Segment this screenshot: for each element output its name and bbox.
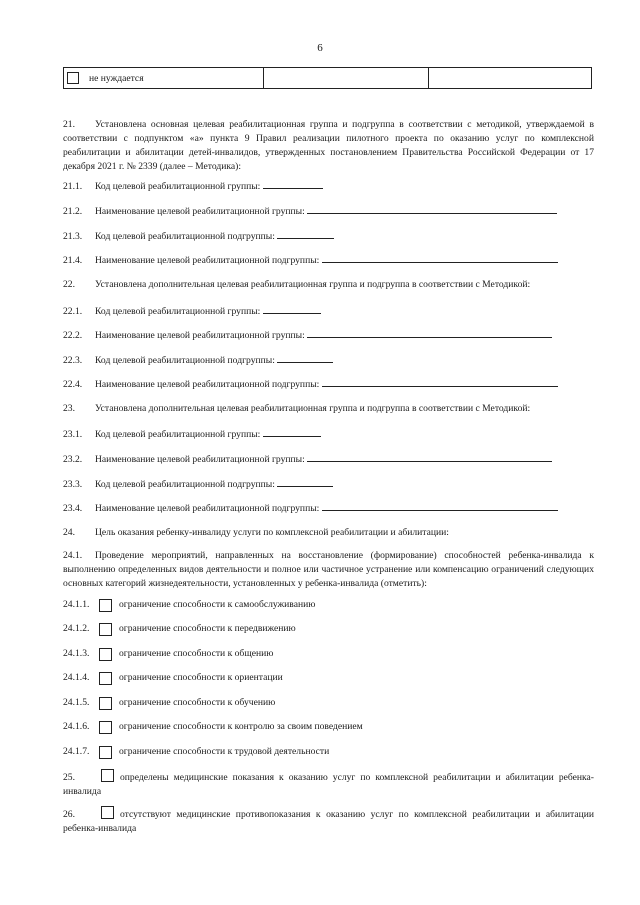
field-22-1 bbox=[63, 304, 321, 319]
orientation-checkbox[interactable] bbox=[99, 672, 112, 685]
field-label: Наименование целевой реабилитационной подгруппы: bbox=[95, 503, 320, 514]
checkbox-row-24-1-3 bbox=[63, 647, 273, 661]
fill-line[interactable] bbox=[307, 204, 557, 214]
item-label: ограничение способности к общению bbox=[119, 648, 274, 659]
fill-line[interactable] bbox=[277, 353, 333, 363]
fill-line[interactable] bbox=[307, 452, 552, 462]
checkbox-row-24-1-1 bbox=[63, 598, 315, 612]
fill-line[interactable] bbox=[277, 477, 333, 487]
section-23-number: 23. bbox=[63, 403, 75, 414]
fill-line[interactable] bbox=[277, 229, 334, 239]
section-24-1-text: Проведение мероприятий, направленных на восстановление (формирование) способностей ребенка-инвалида к выполнению определенных видов деятельности и полное или частичное устранение или компенсацию ограничений следующих основных категорий жизнедеятельности, установленных у ребенка-инвалида (отметить): bbox=[63, 550, 594, 589]
field-23-3 bbox=[63, 477, 333, 492]
field-number: 22.1. bbox=[63, 306, 83, 317]
item-label: ограничение способности к трудовой деятельности bbox=[119, 746, 330, 757]
section-25-text: определены медицинские показания к оказанию услуг по комплексной реабилитации и абилитации ребенка-инвалида bbox=[63, 772, 594, 797]
field-label: Наименование целевой реабилитационной подгруппы: bbox=[95, 379, 320, 390]
item-label: ограничение способности к контролю за своим поведением bbox=[119, 721, 363, 732]
item-number: 24.1.3. bbox=[63, 648, 90, 659]
field-23-2 bbox=[63, 452, 552, 467]
field-number: 23.4. bbox=[63, 503, 83, 514]
field-21-2 bbox=[63, 204, 557, 219]
section-23-text: Установлена дополнительная целевая реабилитационная группа и подгруппа в соответствии с Методикой: bbox=[95, 403, 531, 414]
fill-line[interactable] bbox=[322, 501, 558, 511]
field-number: 21.1. bbox=[63, 181, 83, 192]
checkbox-row-24-1-6 bbox=[63, 720, 363, 734]
not-needed-label: не нуждается bbox=[89, 72, 144, 84]
item-number: 24.1.5. bbox=[63, 697, 90, 708]
item-number: 24.1.4. bbox=[63, 672, 90, 683]
checkbox-row-24-1-4 bbox=[63, 671, 283, 685]
field-label: Код целевой реабилитационной группы: bbox=[95, 181, 261, 192]
section-24-1-number: 24.1. bbox=[63, 550, 83, 561]
fill-line[interactable] bbox=[263, 304, 321, 314]
checkbox-row-24-1-7 bbox=[63, 745, 329, 759]
section-24 bbox=[63, 526, 594, 540]
field-21-3 bbox=[63, 229, 334, 244]
fill-line[interactable] bbox=[322, 253, 558, 263]
section-24-text: Цель оказания ребенку-инвалиду услуги по комплексной реабилитации и абилитации: bbox=[95, 527, 449, 538]
section-26-number: 26. bbox=[63, 809, 75, 820]
field-21-4 bbox=[63, 253, 558, 268]
field-23-4 bbox=[63, 501, 558, 516]
fill-line[interactable] bbox=[263, 427, 321, 437]
behavior-control-checkbox[interactable] bbox=[99, 721, 112, 734]
field-23-1 bbox=[63, 427, 321, 442]
field-label: Код целевой реабилитационной группы: bbox=[95, 429, 261, 440]
section-22-text: Установлена дополнительная целевая реабилитационная группа и подгруппа в соответствии с Методикой: bbox=[95, 279, 531, 290]
table-cell-empty-1 bbox=[264, 68, 429, 88]
field-label: Код целевой реабилитационной подгруппы: bbox=[95, 479, 275, 490]
field-number: 21.2. bbox=[63, 206, 83, 217]
section-26 bbox=[63, 806, 594, 836]
section-24-1 bbox=[63, 549, 594, 591]
item-label: ограничение способности к обучению bbox=[119, 697, 276, 708]
section-22 bbox=[63, 278, 594, 292]
field-21-1 bbox=[63, 179, 323, 194]
fill-line[interactable] bbox=[322, 377, 558, 387]
item-number: 24.1.7. bbox=[63, 746, 90, 757]
field-22-4 bbox=[63, 377, 558, 392]
field-number: 22.2. bbox=[63, 330, 83, 341]
field-label: Наименование целевой реабилитационной группы: bbox=[95, 206, 305, 217]
item-number: 24.1.6. bbox=[63, 721, 90, 732]
field-label: Код целевой реабилитационной подгруппы: bbox=[95, 231, 275, 242]
section-21-number: 21. bbox=[63, 119, 75, 130]
page-number: 6 bbox=[317, 42, 323, 54]
section-25-number: 25. bbox=[63, 772, 75, 783]
table-cell-not-needed bbox=[64, 68, 264, 88]
field-number: 22.4. bbox=[63, 379, 83, 390]
checkbox-row-24-1-2 bbox=[63, 622, 296, 636]
mobility-checkbox[interactable] bbox=[99, 623, 112, 636]
not-needed-checkbox[interactable] bbox=[67, 72, 79, 84]
item-label: ограничение способности к самообслуживанию bbox=[119, 599, 316, 610]
field-22-2 bbox=[63, 328, 552, 343]
options-table bbox=[63, 67, 592, 89]
field-label: Код целевой реабилитационной группы: bbox=[95, 306, 261, 317]
communication-checkbox[interactable] bbox=[99, 648, 112, 661]
item-label: ограничение способности к передвижению bbox=[119, 623, 296, 634]
field-22-3 bbox=[63, 353, 333, 368]
section-24-number: 24. bbox=[63, 527, 75, 538]
learning-checkbox[interactable] bbox=[99, 697, 112, 710]
field-label: Наименование целевой реабилитационной подгруппы: bbox=[95, 255, 320, 266]
section-21 bbox=[63, 118, 594, 174]
checkbox-row-24-1-5 bbox=[63, 696, 275, 710]
fill-line[interactable] bbox=[307, 328, 552, 338]
field-label: Наименование целевой реабилитационной группы: bbox=[95, 330, 305, 341]
self-care-checkbox[interactable] bbox=[99, 599, 112, 612]
field-number: 23.2. bbox=[63, 454, 83, 465]
item-number: 24.1.1. bbox=[63, 599, 90, 610]
field-label: Наименование целевой реабилитационной группы: bbox=[95, 454, 305, 465]
item-label: ограничение способности к ориентации bbox=[119, 672, 283, 683]
no-contraindications-checkbox[interactable] bbox=[101, 806, 114, 819]
section-25 bbox=[63, 769, 594, 799]
section-21-text: Установлена основная целевая реабилитационная группа и подгруппа в соответствии с методикой, утверждаемой в соответствии с подпунктом «а» пункта 9 Правил реализации пилотного проекта по оказанию услуг по комплексной реабилитации и абилитации детей-инвалидов, утвержденных постановлением Правительства Российской Федерации от 17 декабря 2021 г. № 2339 (далее – Методика): bbox=[63, 119, 594, 172]
field-number: 23.3. bbox=[63, 479, 83, 490]
medical-indications-checkbox[interactable] bbox=[101, 769, 114, 782]
table-cell-empty-2 bbox=[429, 68, 591, 88]
work-activity-checkbox[interactable] bbox=[99, 746, 112, 759]
fill-line[interactable] bbox=[263, 179, 323, 189]
section-22-number: 22. bbox=[63, 279, 75, 290]
section-26-text: отсутствуют медицинские противопоказания к оказанию услуг по комплексной реабилитации и абилитации ребенка-инвалида bbox=[63, 809, 594, 834]
field-number: 23.1. bbox=[63, 429, 83, 440]
field-number: 21.4. bbox=[63, 255, 83, 266]
field-label: Код целевой реабилитационной подгруппы: bbox=[95, 355, 275, 366]
field-number: 22.3. bbox=[63, 355, 83, 366]
section-23 bbox=[63, 402, 594, 416]
field-number: 21.3. bbox=[63, 231, 83, 242]
item-number: 24.1.2. bbox=[63, 623, 90, 634]
